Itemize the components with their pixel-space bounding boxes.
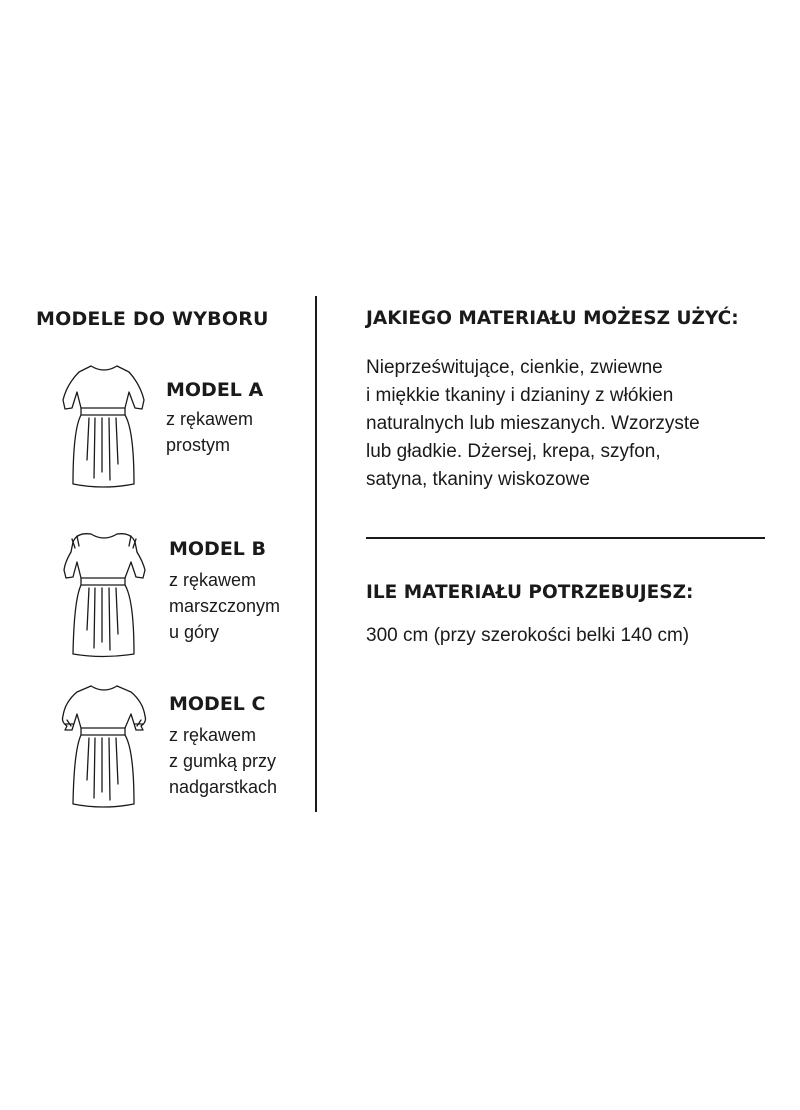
- model-title: MODEL A: [166, 379, 264, 401]
- model-title: MODEL C: [169, 693, 266, 715]
- model-title: MODEL B: [169, 538, 267, 560]
- material-heading: JAKIEGO MATERIAŁU MOŻESZ UŻYĆ:: [366, 308, 739, 329]
- quantity-heading: ILE MATERIAŁU POTRZEBUJESZ:: [366, 582, 694, 603]
- dress-straight-sleeve-icon: [55, 360, 155, 490]
- model-desc: z rękawem prostym: [166, 409, 254, 455]
- model-b: [55, 528, 305, 678]
- vertical-divider: [315, 296, 317, 812]
- model-c: [55, 680, 305, 830]
- model-desc: z rękawem marszczonym u góry: [169, 570, 281, 642]
- horizontal-divider: [366, 537, 765, 539]
- model-a: [55, 360, 305, 510]
- model-desc: z rękawem z gumką przy nadgarstkach: [169, 725, 278, 797]
- dress-gathered-sleeve-icon: [55, 528, 155, 658]
- dress-elastic-cuff-icon: [55, 680, 155, 810]
- quantity-text: 300 cm (przy szerokości belki 140 cm): [366, 625, 690, 646]
- left-heading: MODELE DO WYBORU: [36, 308, 269, 330]
- material-text: Nieprześwitujące, cienkie, zwiewne i miękkie tkaniny i dzianiny z włókien naturalnych lub mieszanych. Wzorzyste lub gładkie. Dżersej, krepa, szyfon, satyna, tkaniny wiskozowe: [366, 357, 700, 490]
